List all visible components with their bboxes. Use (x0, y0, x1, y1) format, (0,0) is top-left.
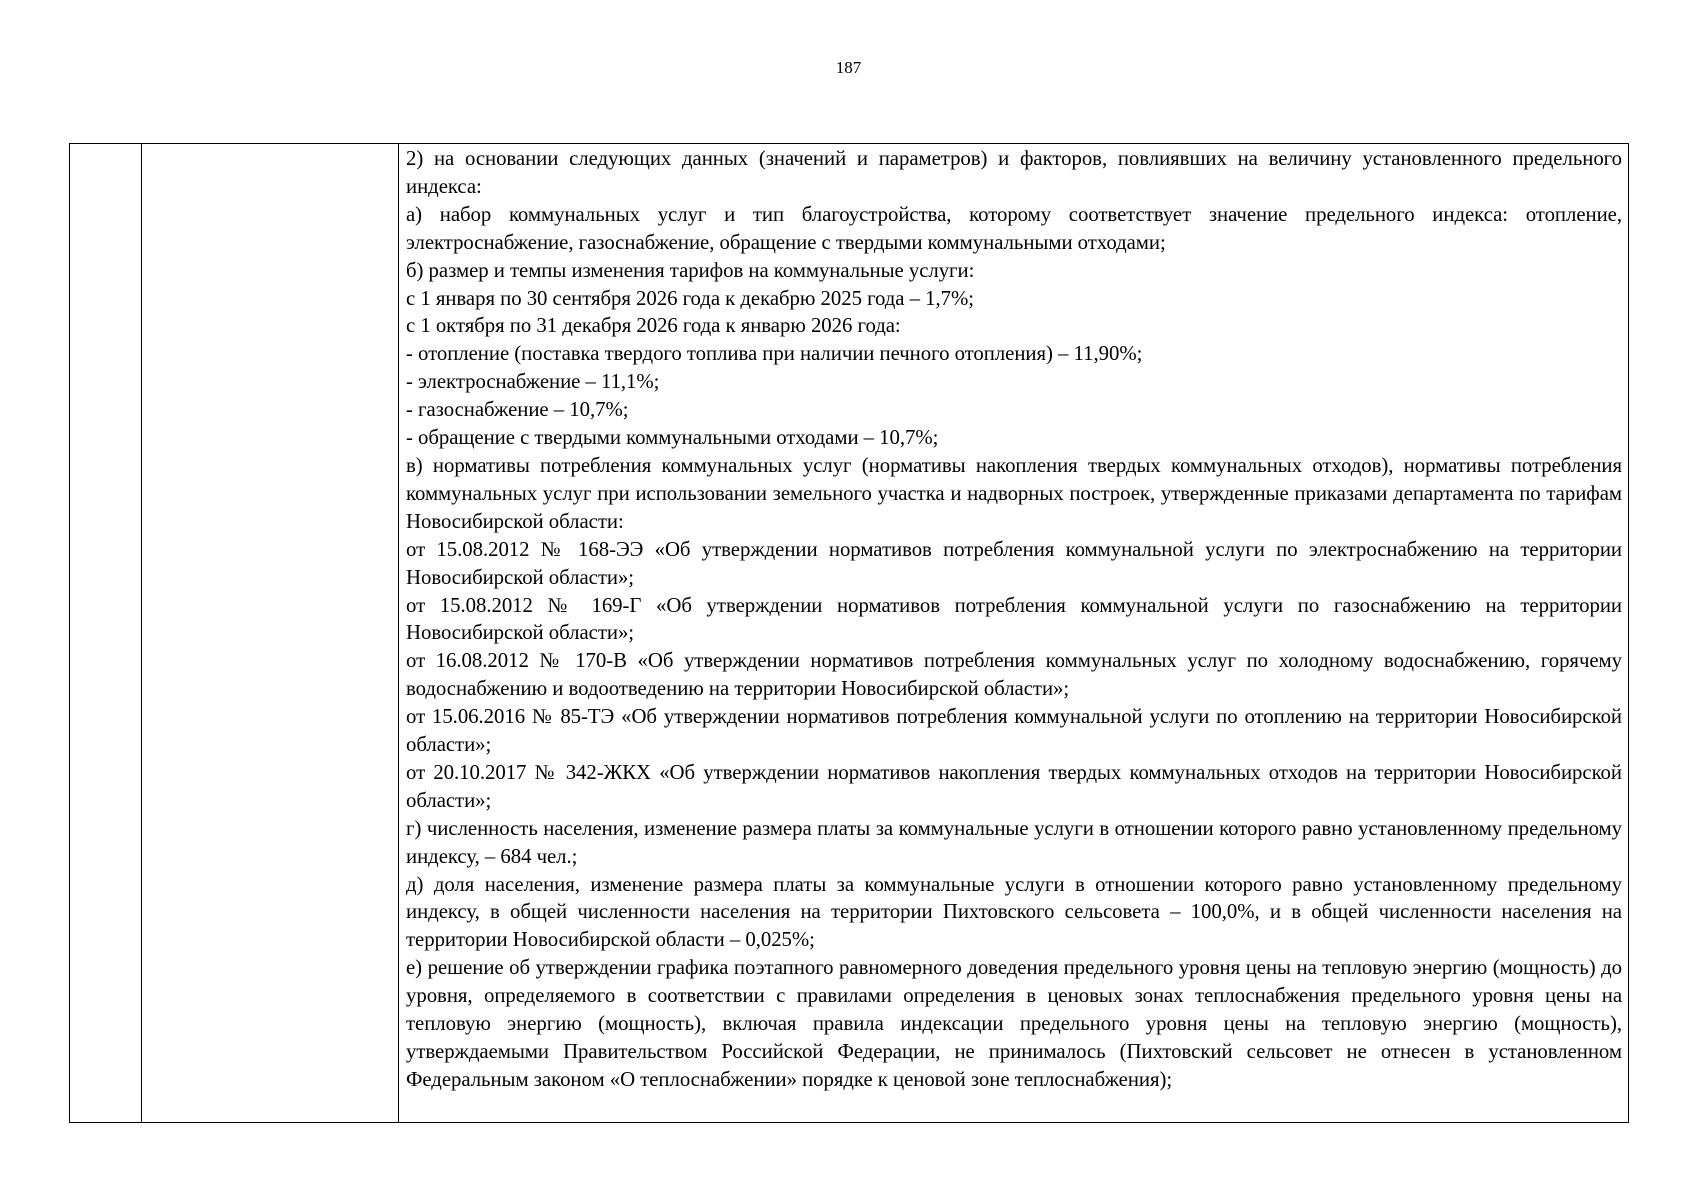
page-number: 187 (835, 58, 862, 77)
document-table (69, 143, 1629, 1123)
paragraph-subitem-e: е) решение об утверждении графика поэтапного равномерного доведения предельного уровня цены на тепловую энергию (мощность) до уровня, определяемого в соответствии с правилами определения в ценовых зонах теплоснабжения предельного уровня цены на тепловую энергию (мощность), включая правила индексации предельного уровня цены на тепловую энергию (мощность), утверждаемыми Правительством Российской Федерации, не принималось (Пихтовский сельсовет не отнесен в установленном Федеральным законом «О теплоснабжении» порядке к ценовой зоне теплоснабжения); (406, 956, 1622, 1091)
paragraph-rate-heating: - отопление (поставка твердого топлива при наличии печного отопления) – 11,90%; (406, 342, 1143, 366)
paragraph-rate-period-1: с 1 января по 30 сентября 2026 года к декабрю 2025 года – 1,7%; (406, 286, 974, 310)
paragraph-order-342: от 20.10.2017 № 342-ЖКХ «Об утверждении нормативов накопления твердых коммунальных отходов на территории Новосибирской области»; (406, 760, 1622, 812)
table-cell-content (399, 144, 1629, 1123)
paragraph-subitem-b: б) размер и темпы изменения тарифов на коммунальные услуги: (406, 258, 975, 282)
paragraph-subitem-g: г) численность населения, изменение размера платы за коммунальные услуги в отношении которого равно установленному предельному индексу, – 684 чел.; (406, 816, 1622, 868)
paragraph-rate-gas: - газоснабжение – 10,7%; (406, 398, 629, 422)
paragraph-subitem-v: в) нормативы потребления коммунальных услуг (нормативы накопления твердых коммунальных отходов), нормативы потребления коммунальных услуг при использовании земельного участка и надворных построек, утвержденные приказами департамента по тарифам Новосибирской области: (406, 453, 1622, 533)
table-cell-number (70, 144, 142, 1123)
paragraph-subitem-a: а) набор коммунальных услуг и тип благоустройства, которому соответствует значение предельного индекса: отопление, электроснабжение, газоснабжение, обращение с твердыми коммунальными отходами; (406, 202, 1622, 254)
paragraph-order-170: от 16.08.2012 № 170-В «Об утверждении нормативов потребления коммунальных услуг по холодному водоснабжению, горячему водоснабжению и водоотведению на территории Новосибирской области»; (406, 649, 1622, 701)
table-cell-title (142, 144, 399, 1123)
paragraph-rate-waste: - обращение с твердыми коммунальными отходами – 10,7%; (406, 426, 939, 450)
paragraph-order-168: от 15.08.2012 № 168-ЭЭ «Об утверждении нормативов потребления коммунальной услуги по электроснабжению на территории Новосибирской области»; (406, 537, 1622, 589)
table-row (70, 144, 1629, 1123)
paragraph-order-169: от 15.08.2012 № 169-Г «Об утверждении нормативов потребления коммунальной услуги по газоснабжению на территории Новосибирской области»; (406, 593, 1622, 645)
paragraph-rate-electricity: - электроснабжение – 11,1%; (406, 370, 660, 394)
paragraph-rate-period-2: с 1 октября по 31 декабря 2026 года к январю 2026 года: (406, 314, 901, 338)
paragraph-subitem-d: д) доля населения, изменение размера платы за коммунальные услуги в отношении которого равно установленному предельному индексу, в общей численности населения на территории Пихтовского сельсовета – 100,0%, и в общей численности населения на территории Новосибирской области – 0,025%; (406, 872, 1622, 952)
paragraph-order-85: от 15.06.2016 № 85-ТЭ «Об утверждении нормативов потребления коммунальной услуги по отоплению на территории Новосибирской области»; (406, 705, 1622, 757)
paragraph-item-2: 2) на основании следующих данных (значений и параметров) и факторов, повлиявших на величину установленного предельного индекса: (406, 147, 1622, 198)
